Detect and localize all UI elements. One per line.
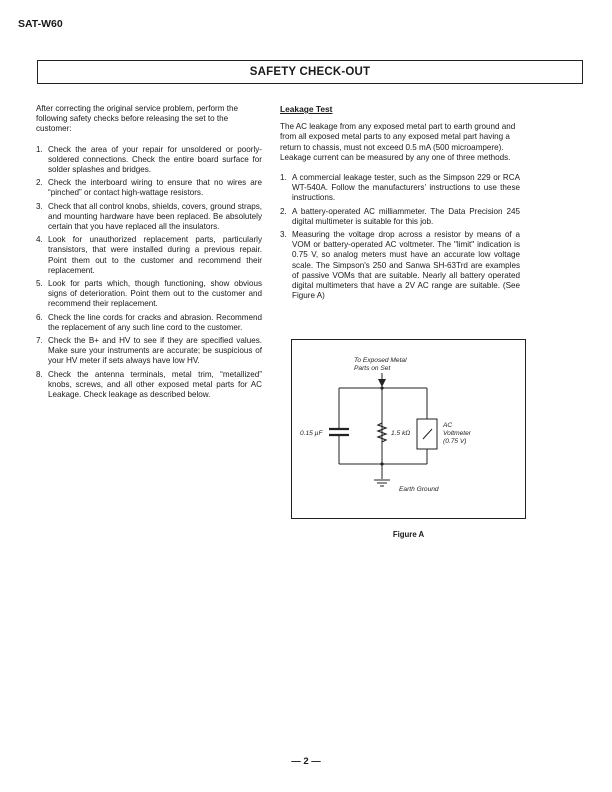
leakage-intro-paragraph: The AC leakage from any exposed metal part to earth ground and from all exposed metal parts to any exposed metal part having a return to chassis, must not exceed 0.5 mA (500 microampere). Leakage current can be measured by any one of three methods. — [280, 122, 516, 162]
intro-paragraph: After correcting the original service problem, perform the following safety checks before releasing the set to the customer: — [36, 104, 238, 134]
voltmeter-label-line1: AC — [443, 422, 453, 429]
leakage-test-circuit-diagram — [291, 339, 526, 519]
list-item: 7. Check the B+ and HV to see if they are specified values. Make sure your instruments are accurate; be suspicious of your HV meter if sets always have low HV. — [36, 336, 262, 366]
list-item: 4. Look for unauthorized replacement parts, particularly transistors, that were installed during a previous repair. Point them out to the customer and recommend their replacement. — [36, 235, 262, 275]
list-item: 2. A battery-operated AC milliammeter. The Data Precision 245 digital multimeter is suitable for this job. — [280, 206, 520, 226]
model-number: SAT-W60 — [18, 18, 63, 30]
leakage-test-heading: Leakage Test — [280, 104, 333, 114]
voltmeter-label-line3: (0.75 V) — [443, 438, 467, 445]
page-number: — 2 — — [291, 756, 321, 767]
list-item: 2. Check the interboard wiring to ensure that no wires are “pinched” or contact high-wattage resistors. — [36, 178, 262, 198]
probe-arrow-icon — [378, 379, 386, 387]
junction-top — [380, 386, 383, 389]
earth-ground-label: Earth Ground — [399, 486, 439, 493]
section-title-box — [37, 60, 583, 84]
list-item: 8. Check the antenna terminals, metal trim, “metallized” knobs, screws, and all other exposed metal parts for AC Leakage. Check leakage as described below. — [36, 369, 262, 400]
voltmeter-label-line2: Voltmeter — [443, 430, 471, 437]
list-item: 1. A commercial leakage tester, such as the Simpson 229 or RCA WT-540A. Follow the manufacturers’ instructions to use these instructions. — [280, 173, 520, 203]
right-column — [280, 104, 520, 304]
left-column — [36, 104, 262, 403]
list-item: 3. Measuring the voltage drop across a resistor by means of a VOM or battery-operated AC voltmeter. The "limit" indication is 0.75 V, so analog meters must have an accurate low voltage scale. The Simpson's 250 and Sanwa SH-63Trd are examples of passive VOMs that are suitable. Nearly all battery operated digital multimeters that have a 2V AC range are suitable. (See Figure A) — [280, 230, 520, 301]
resistor-label: 1.5 kΩ — [391, 430, 411, 437]
label-exposed-metal-line1: To Exposed Metal — [354, 357, 407, 364]
section-title: SAFETY CHECK-OUT — [249, 66, 371, 78]
leakage-methods-list — [280, 173, 520, 301]
list-item: 5. Look for parts which, though functioning, show obvious signs of deterioration. Point them out to the customer and recommend their replacement. — [36, 279, 262, 309]
list-item: 3. Check that all control knobs, shields, covers, ground straps, and mounting hardware have been replaced. Be absolutely certain that you have replaced all the insulators. — [36, 201, 262, 232]
capacitor-label: 0.15 µF — [300, 430, 323, 437]
list-item: 1. Check the area of your repair for unsoldered or poorly-soldered connections. Check the entire board surface for solder splashes and bridges. — [36, 144, 262, 175]
label-exposed-metal-line2: Parts on Set — [354, 365, 391, 372]
safety-checklist — [36, 145, 262, 401]
figure-caption: Figure A — [392, 530, 425, 539]
list-item: 6. Check the line cords for cracks and abrasion. Recommend the replacement of any such line cord to the customer. — [36, 312, 262, 332]
